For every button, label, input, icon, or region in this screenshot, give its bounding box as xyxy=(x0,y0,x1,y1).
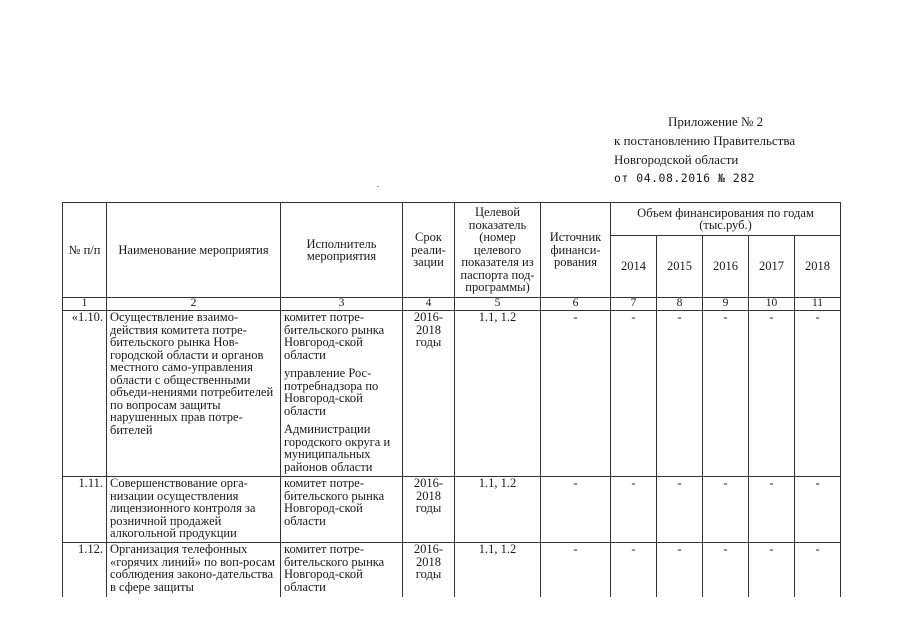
year-value: - xyxy=(795,477,841,543)
header-source: Источник финанси-рования xyxy=(541,203,611,298)
executor-cell xyxy=(281,311,403,477)
column-number: 6 xyxy=(541,298,611,311)
column-number: 4 xyxy=(403,298,455,311)
year-value: - xyxy=(657,477,703,543)
target-cell: 1.1, 1.2 xyxy=(455,543,541,597)
year-value: - xyxy=(795,543,841,597)
header-year: 2014 xyxy=(611,236,657,298)
executor-name: комитет потре-бительского рынка Новгород-ской области xyxy=(284,310,385,362)
term-cell: 2016-2018 годы xyxy=(403,543,455,597)
header-name: Наименование мероприятия xyxy=(107,203,281,298)
header-year: 2017 xyxy=(749,236,795,298)
row-number: «1.10. xyxy=(63,311,107,477)
executor-cell xyxy=(281,543,403,597)
term-cell: 2016-2018 годы xyxy=(403,477,455,543)
header-num: № п/п xyxy=(63,203,107,298)
year-value: - xyxy=(657,311,703,477)
year-value: - xyxy=(795,311,841,477)
term-cell: 2016-2018 годы xyxy=(403,311,455,477)
header-year: 2015 xyxy=(657,236,703,298)
header-year: 2018 xyxy=(795,236,841,298)
executor-cell xyxy=(281,477,403,543)
column-number: 8 xyxy=(657,298,703,311)
header-row xyxy=(63,203,841,236)
column-number: 1 xyxy=(63,298,107,311)
column-number: 11 xyxy=(795,298,841,311)
year-value: - xyxy=(657,543,703,597)
column-number: 5 xyxy=(455,298,541,311)
target-cell: 1.1, 1.2 xyxy=(455,477,541,543)
year-value: - xyxy=(703,543,749,597)
year-value: - xyxy=(611,311,657,477)
column-number: 9 xyxy=(703,298,749,311)
column-number: 3 xyxy=(281,298,403,311)
executor-name: управление Рос-потребнадзора по Новгород-ской области xyxy=(284,366,379,418)
source-cell: - xyxy=(541,477,611,543)
column-number: 2 xyxy=(107,298,281,311)
header-term: Срок реали-зации xyxy=(403,203,455,298)
scan-speck xyxy=(377,186,379,187)
executor-name: Администрации городского округа и муниципальных районов области xyxy=(284,422,391,474)
header-year: 2016 xyxy=(703,236,749,298)
year-value: - xyxy=(749,311,795,477)
annex-header xyxy=(614,112,844,188)
year-value: - xyxy=(611,543,657,597)
activity-name: Организация телефонных «горячих линий» по воп-росам соблюдения законо-дательства в сфере защиты xyxy=(107,543,281,597)
annex-title: Приложение № 2 xyxy=(668,114,764,129)
year-value: - xyxy=(749,477,795,543)
column-numbers-row xyxy=(63,298,841,311)
source-cell: - xyxy=(541,543,611,597)
executor-name: комитет потре-бительского рынка Новгород-ской области xyxy=(284,542,385,594)
executor-name: комитет потре-бительского рынка Новгород-ской области xyxy=(284,476,385,528)
row-number: 1.11. xyxy=(63,477,107,543)
row-number: 1.12. xyxy=(63,543,107,597)
year-value: - xyxy=(703,477,749,543)
activity-name: Совершенствование орга-низации осуществления лицензионного контроля за розничной продажей алкогольной продукции xyxy=(107,477,281,543)
year-value: - xyxy=(703,311,749,477)
column-number: 10 xyxy=(749,298,795,311)
table-row xyxy=(63,477,841,543)
table-row xyxy=(63,543,841,597)
header-executor: Исполнитель мероприятия xyxy=(281,203,403,298)
annex-line-1: к постановлению Правительства xyxy=(614,133,796,148)
annex-sign-date: от 04.08.2016 № 282 xyxy=(614,171,756,185)
header-volume: Объем финансирования по годам (тыс.руб.) xyxy=(611,203,841,236)
table-row xyxy=(63,311,841,477)
target-cell: 1.1, 1.2 xyxy=(455,311,541,477)
activity-name: Осуществление взаимо-действия комитета потре-бительского рынка Нов-городской области и органов местного само-управления области с общественными объеди-нениями потребителей по вопросам защиты нарушенных прав потре-бителей xyxy=(107,311,281,477)
header-target: Целевой показатель (номер целевого показателя из паспорта под-программы) xyxy=(455,203,541,298)
column-number: 7 xyxy=(611,298,657,311)
year-value: - xyxy=(749,543,795,597)
annex-line-2: Новгородской области xyxy=(614,152,739,167)
source-cell: - xyxy=(541,311,611,477)
activities-table xyxy=(62,202,841,597)
year-value: - xyxy=(611,477,657,543)
